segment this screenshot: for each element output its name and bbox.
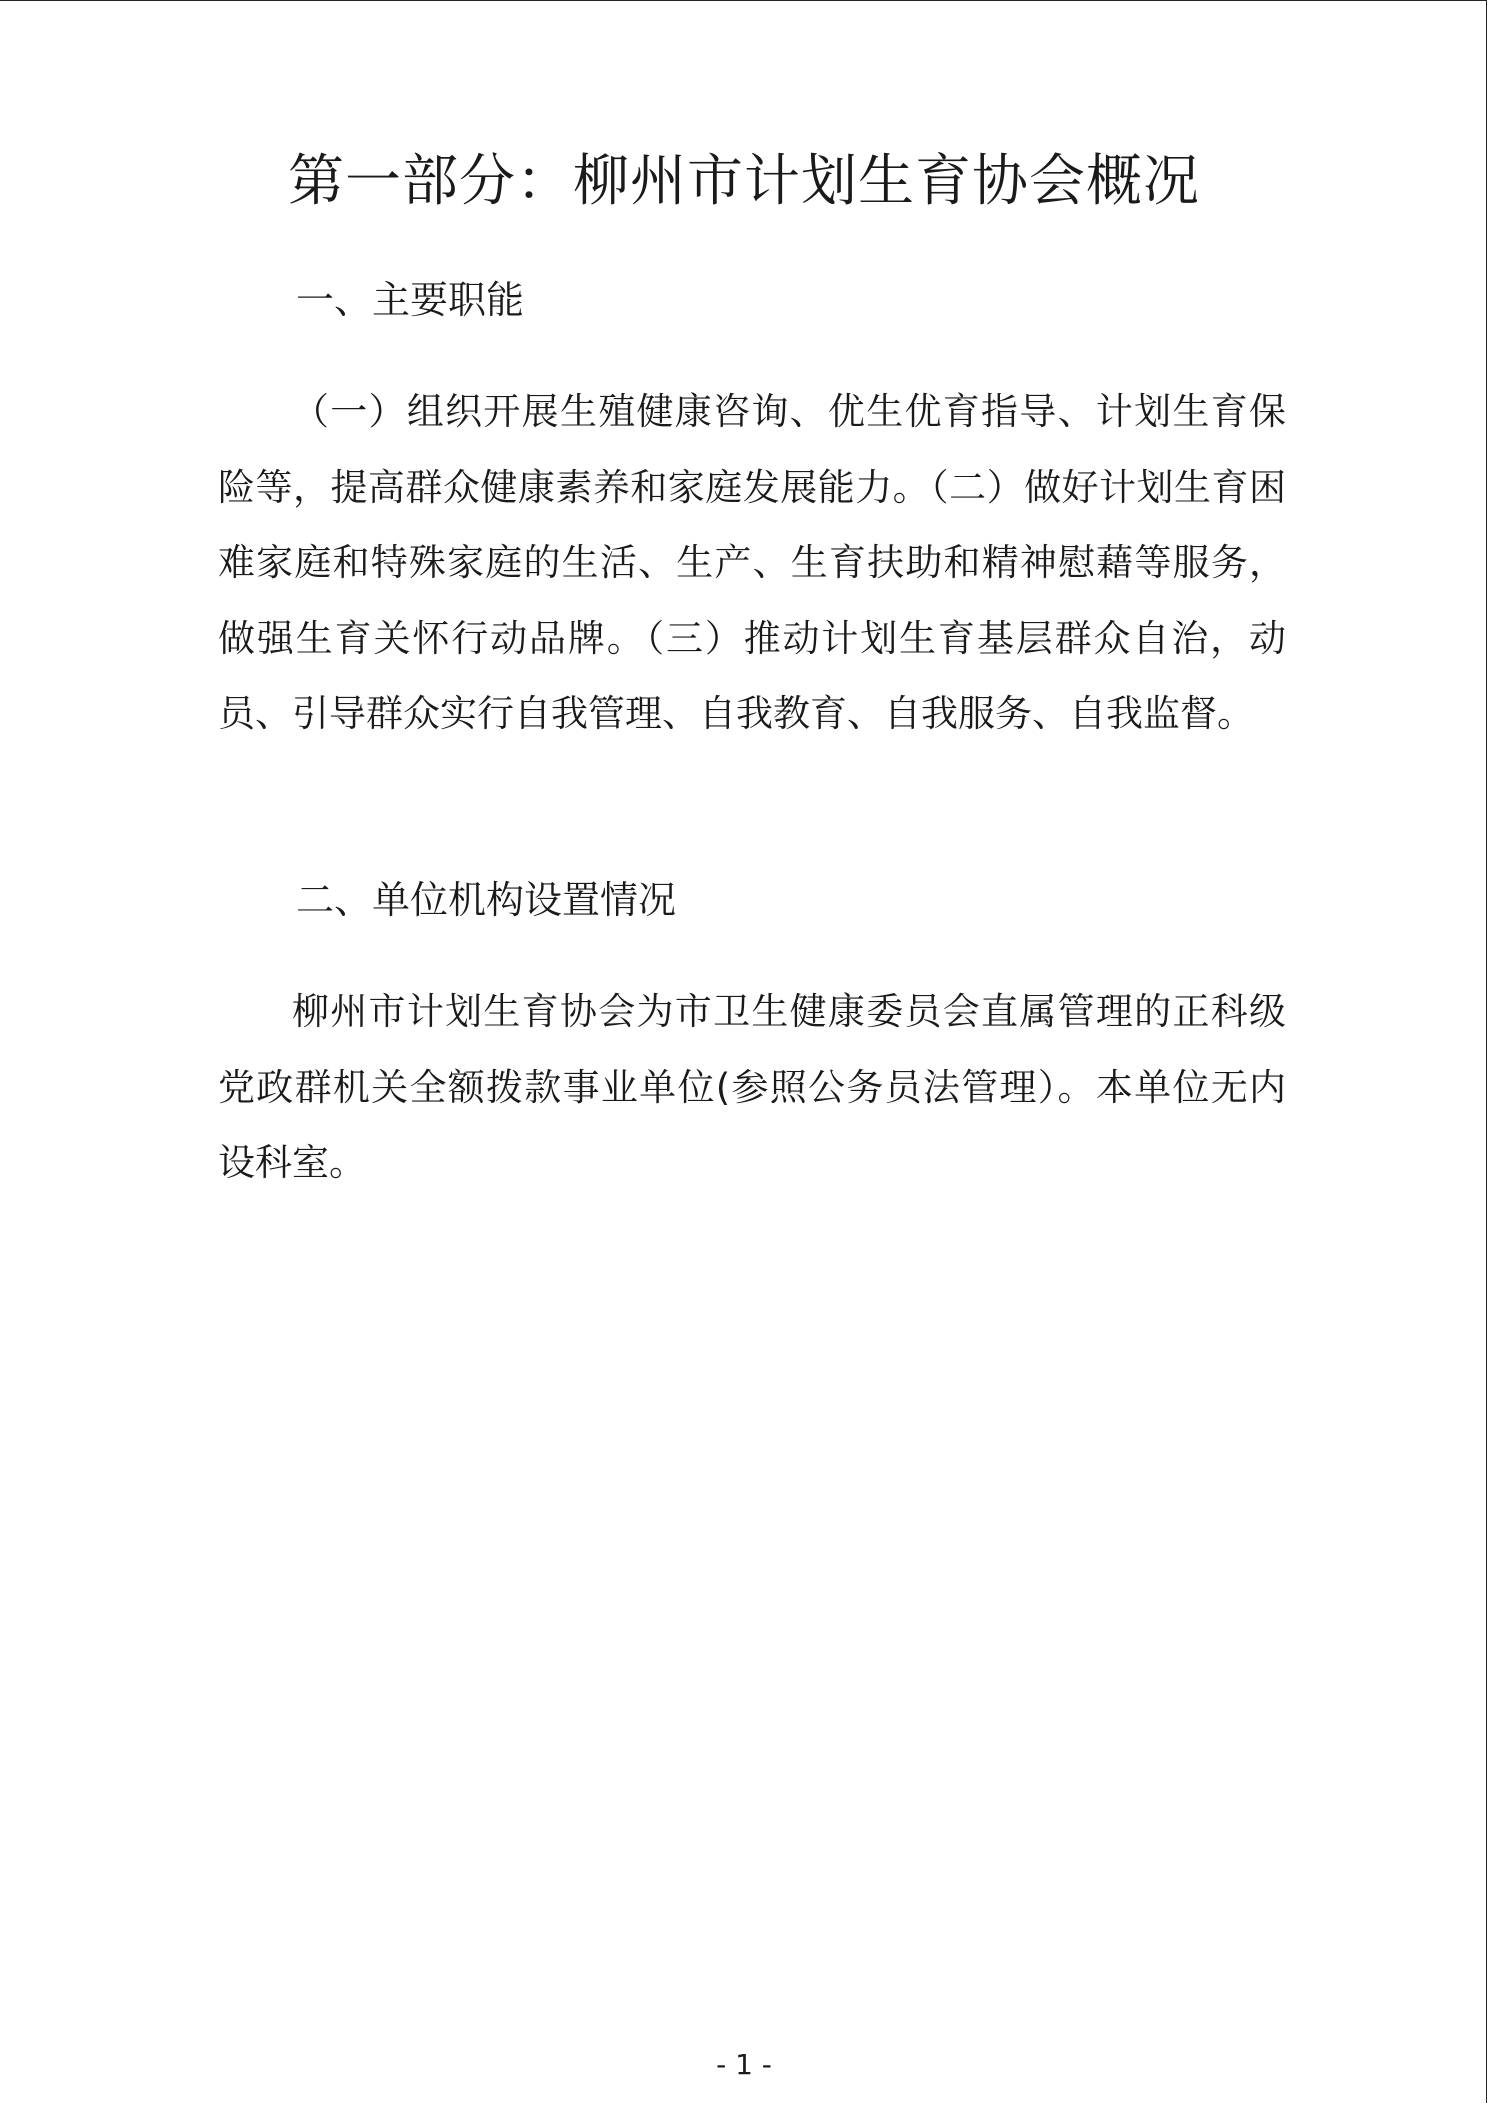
section-paragraph-organization: 柳州市计划生育协会为市卫生健康委员会直属管理的正科级党政群机关全额拨款事业单位(参照公务员法管理）。本单位无内设科室。 [218,990,1286,1185]
section-heading-organization: 二、单位机构设置情况 [296,878,677,922]
page-title: 第一部分：柳州市计划生育协会概况 [288,149,1200,214]
section-paragraph-main-functions: （一）组织开展生殖健康咨询、优生优育指导、计划生育保险等，提高群众健康素养和家庭发展能力。（二）做好计划生育困难家庭和特殊家庭的生活、生产、生育扶助和精神慰藉等服务，做强生育关怀行动品牌。（三）推动计划生育基层群众自治，动员、引导群众实行自我管理、自我教育、自我服务、自我监督。 [218,390,1286,736]
section-heading-main-functions: 一、主要职能 [296,278,525,322]
page-number: - 1 - [716,2048,772,2081]
